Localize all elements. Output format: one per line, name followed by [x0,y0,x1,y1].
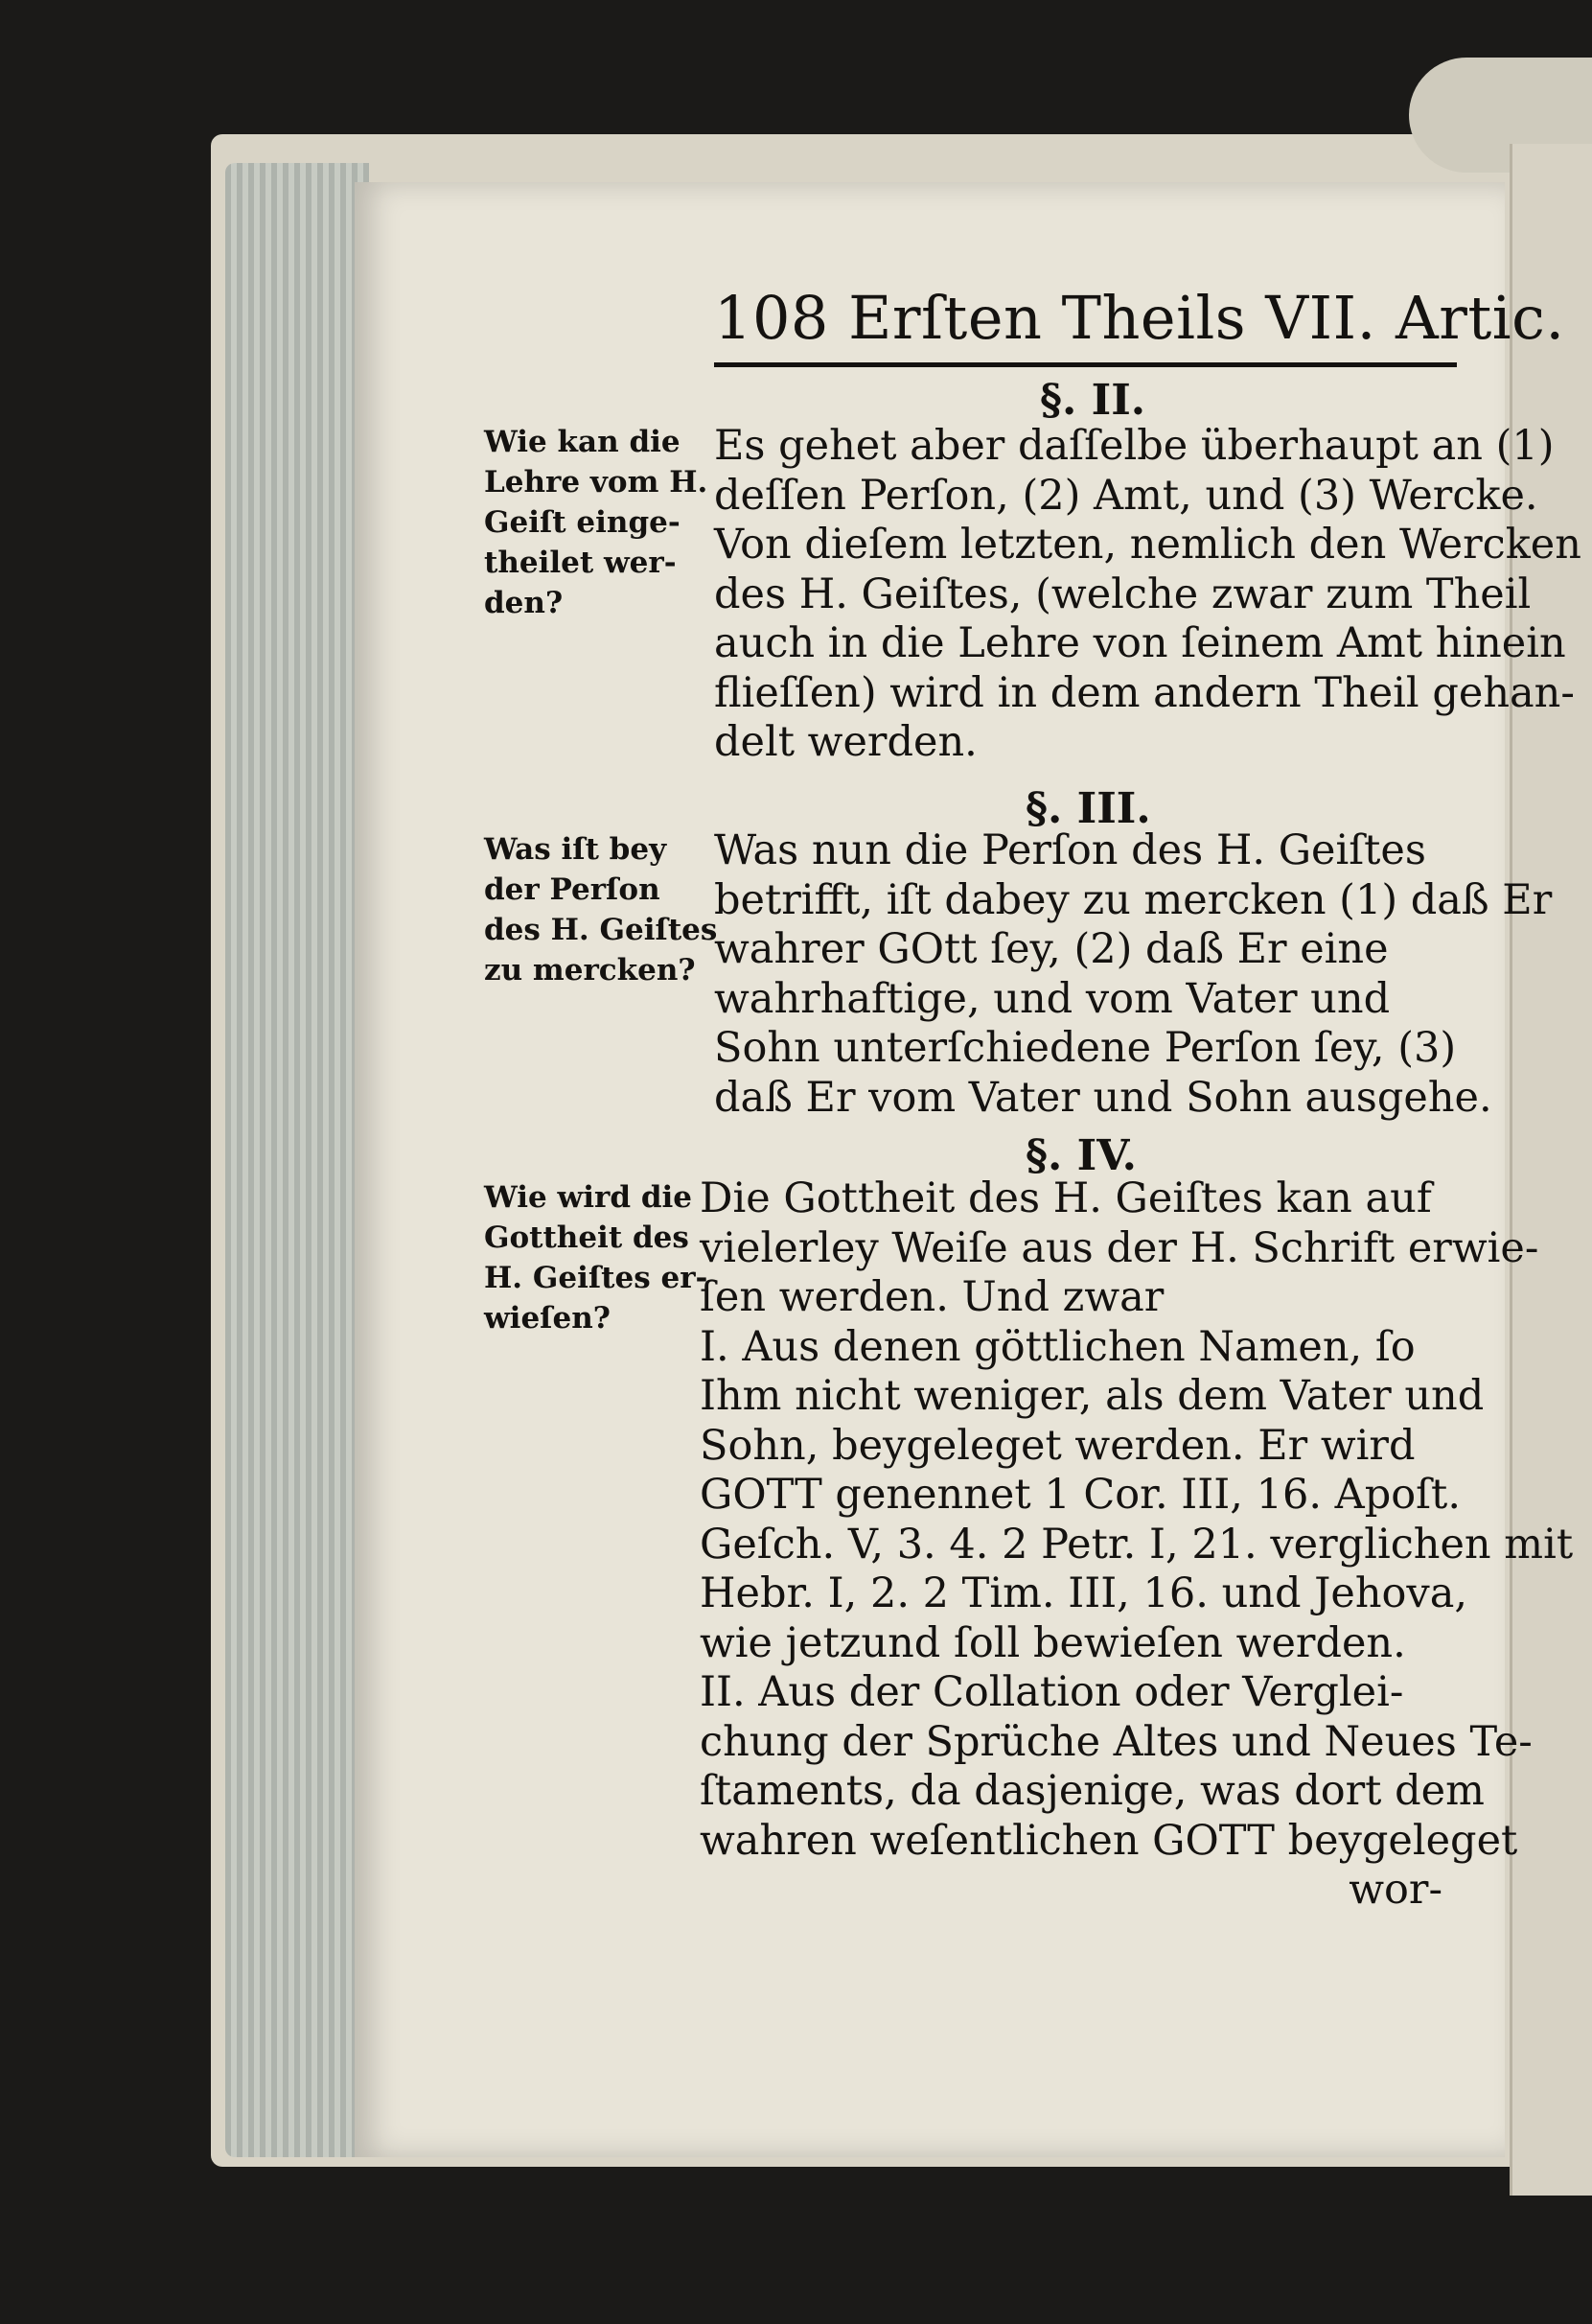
paragraph [714,422,1581,768]
section-number: §. II. [1040,376,1146,425]
margin-note-line: H. Geiſtes er- [484,1261,708,1295]
margin-note-line: des H. Geiſtes [484,913,718,947]
margin-note-line: Lehre vom H. [484,465,708,500]
text-line: Es gehet aber daſſelbe überhaupt an (1) [714,422,1555,470]
running-header [714,283,1565,353]
margin-note-line: Wie kan die [484,425,681,459]
text-line: wahrer GOtt ſey, (2) daß Er eine [714,925,1389,973]
paragraph [714,826,1552,1123]
margin-note-line: zu mercken? [484,953,696,988]
margin-note-line: theilet wer- [484,546,677,580]
text-line: vielerley Weiſe aus der H. Schrift erwie- [700,1223,1539,1272]
text-line: Ihm nicht weniger, als dem Vater und [700,1372,1485,1420]
text-line: Sohn, beygeleget werden. Er wird [700,1421,1416,1470]
text-line: I. Aus denen göttlichen Namen, ſo [700,1322,1416,1371]
margin-note [484,1177,707,1338]
text-line: daß Er vom Vater und Sohn ausgehe. [714,1073,1492,1122]
margin-note [484,422,707,623]
text-line: ſen werden. Und zwar [700,1273,1165,1321]
text-line: Sohn unterſchiedene Perſon ſey, (3) [714,1024,1457,1072]
margin-note-line: der Perſon [484,872,660,907]
catchword: wor- [1349,1866,1442,1914]
margin-note-line: wieſen? [484,1301,611,1336]
header-rule [714,362,1457,367]
margin-note-line: den? [484,586,564,620]
margin-note-line: Was iſt bey [484,832,667,867]
text-line: wahrhaftige, und vom Vater und [714,974,1391,1023]
section-number: §. III. [1026,784,1151,833]
margin-note-line: Geiſt einge- [484,505,681,540]
text-line: Die Gottheit des H. Geiſtes kan auf [700,1174,1432,1222]
text-line: deſſen Perſon, (2) Amt, und (3) Wercke. [714,471,1538,520]
text-line: Was nun die Perſon des H. Geiſtes [714,826,1426,874]
page-edges [225,163,369,2157]
text-line: GOTT genennet 1 Cor. III, 16. Apoſt. [700,1471,1461,1519]
page-number: 108 [714,283,829,353]
running-title: Erſten Theils VII. Artic. [848,283,1565,353]
text-line: auch in die Lehre von ſeinem Amt hinein [714,619,1566,667]
text-line: Von dieſem letzten, nemlich den Wercken [714,521,1581,569]
text-line: chung der Sprüche Altes und Neues Te- [700,1717,1533,1766]
text-line: ſtaments, da dasjenige, was dort dem [700,1767,1485,1815]
text-line: wie jetzund ſoll bewieſen werden. [700,1618,1406,1667]
section-number: §. IV. [1026,1131,1137,1180]
paragraph [700,1174,1573,1916]
margin-note-line: Wie wird die [484,1180,692,1215]
text-line: delt werden. [714,718,978,766]
text-line: des H. Geiſtes, (welche zwar zum Theil [714,569,1532,618]
text-line: flieſſen) wird in dem andern Theil gehan- [714,668,1575,717]
margin-note [484,829,717,990]
text-line: betrifft, iſt dabey zu mercken (1) daß Er [714,875,1553,924]
text-line: II. Aus der Collation oder Verglei- [700,1668,1404,1716]
text-line: Geſch. V, 3. 4. 2 Petr. I, 21. verglichen mit [700,1520,1574,1569]
text-line: wahren weſentlichen GOTT beygeleget [700,1816,1518,1865]
margin-note-line: Gottheit des [484,1220,689,1255]
text-line: Hebr. I, 2. 2 Tim. III, 16. und Jehova, [700,1569,1468,1617]
